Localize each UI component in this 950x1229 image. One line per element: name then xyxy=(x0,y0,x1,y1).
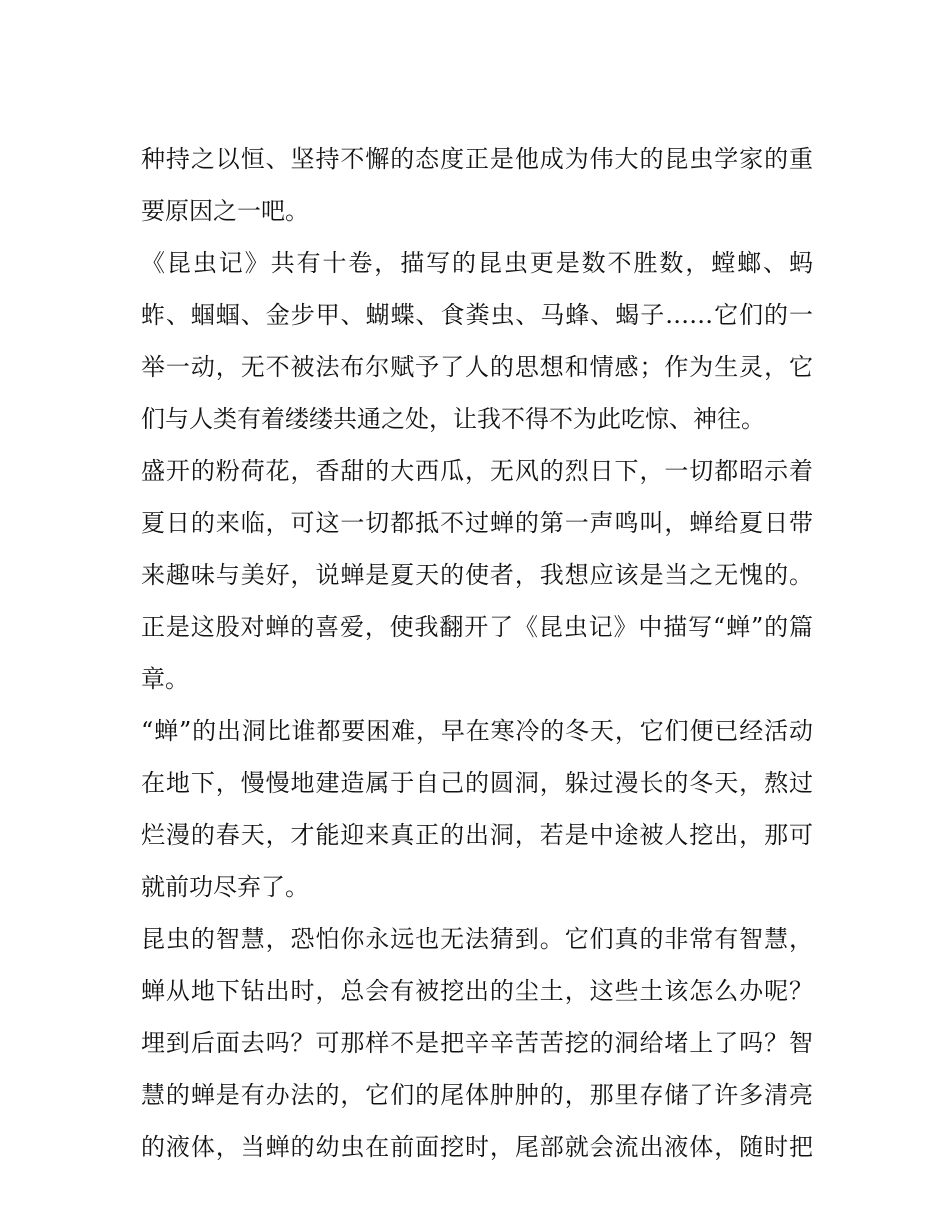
text-line: 蝉从地下钻出时，总会有被挖出的尘土，这些土该怎么办呢？ xyxy=(141,977,813,1005)
text-line: 烂漫的春天，才能迎来真正的出洞，若是中途被人挖出，那可 xyxy=(141,821,813,849)
text-line: 盛开的粉荷花，香甜的大西瓜，无风的烈日下，一切都昭示着 xyxy=(141,457,813,485)
text-line: 昆虫的智慧，恐怕你永远也无法猜到。它们真的非常有智慧， xyxy=(141,925,813,953)
text-line: 《昆虫记》共有十卷，描写的昆虫更是数不胜数，螳螂、蚂 xyxy=(141,249,813,277)
text-line: 章。 xyxy=(141,665,189,693)
text-line: 正是这股对蝉的喜爱，使我翻开了《昆虫记》中描写“蝉”的篇 xyxy=(141,613,813,641)
text-line: 们与人类有着缕缕共通之处，让我不得不为此吃惊、神往。 xyxy=(141,405,765,433)
text-line: 在地下，慢慢地建造属于自己的圆洞，躲过漫长的冬天，熬过 xyxy=(141,769,813,797)
text-line: 种持之以恒、坚持不懈的态度正是他成为伟大的昆虫学家的重 xyxy=(141,145,813,173)
text-line: 举一动，无不被法布尔赋予了人的思想和情感；作为生灵，它 xyxy=(141,353,813,381)
text-line: 来趣味与美好，说蝉是夏天的使者，我想应该是当之无愧的。 xyxy=(141,561,813,589)
text-line: 慧的蝉是有办法的，它们的尾体肿肿的，那里存储了许多清亮 xyxy=(141,1081,813,1109)
text-line: “蝉”的出洞比谁都要困难，早在寒冷的冬天，它们便已经活动 xyxy=(141,717,813,745)
body-text xyxy=(141,133,813,1173)
text-line: 夏日的来临，可这一切都抵不过蝉的第一声鸣叫，蝉给夏日带 xyxy=(141,509,813,537)
text-line: 埋到后面去吗？可那样不是把辛辛苦苦挖的洞给堵上了吗？智 xyxy=(141,1029,813,1057)
text-line: 蚱、蝈蝈、金步甲、蝴蝶、食粪虫、马蜂、蝎子……它们的一 xyxy=(141,301,813,329)
text-line: 就前功尽弃了。 xyxy=(141,873,309,901)
text-line: 要原因之一吧。 xyxy=(141,197,309,225)
text-line: 的液体，当蝉的幼虫在前面挖时，尾部就会流出液体，随时把 xyxy=(141,1133,813,1161)
